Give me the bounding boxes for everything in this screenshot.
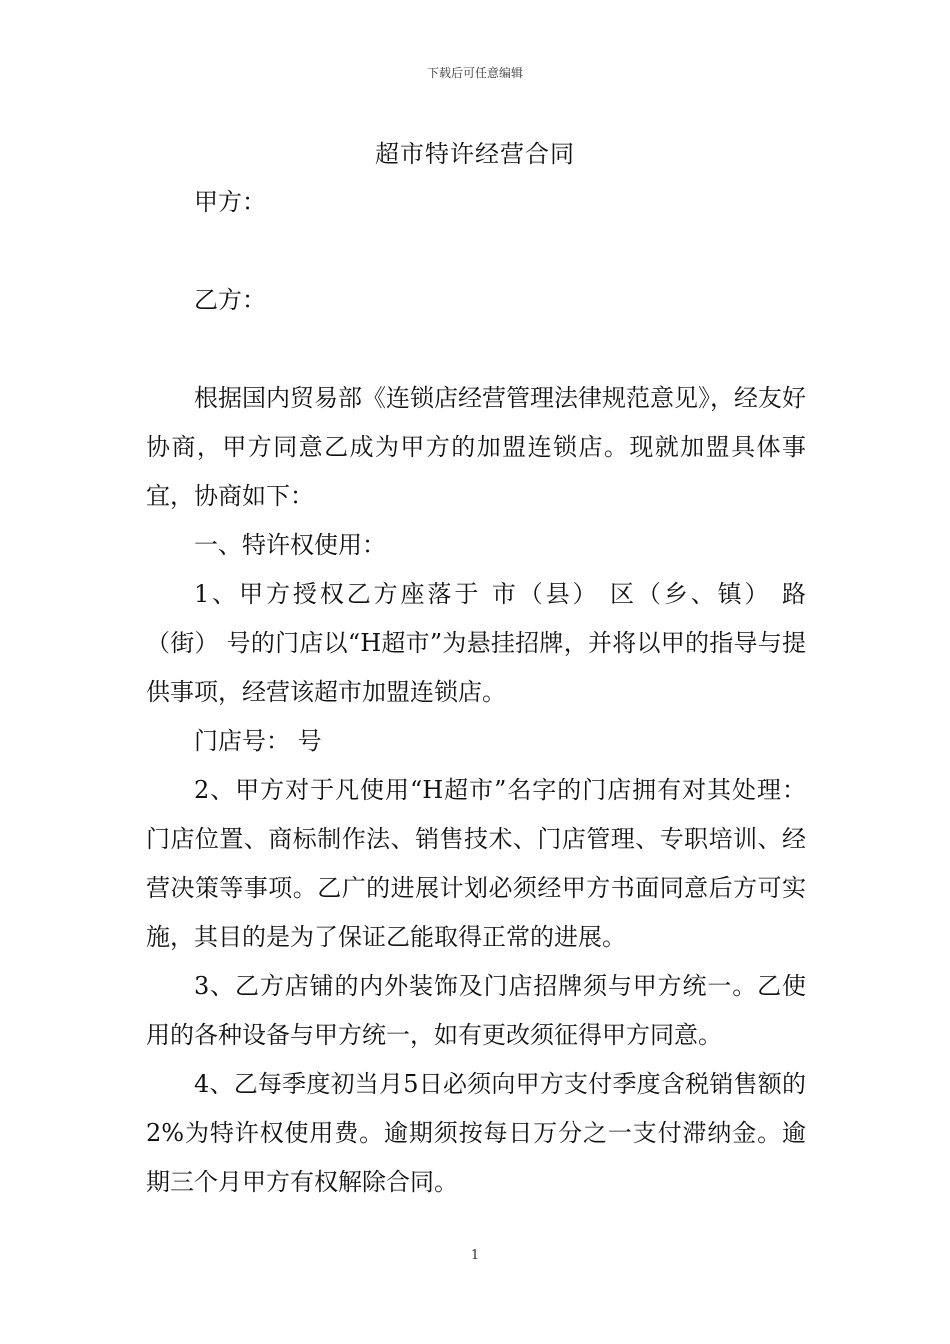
party-a-label: 甲方：	[194, 188, 266, 216]
page-number: 1	[470, 1248, 480, 1263]
store-number-line: 门店号： 号	[194, 727, 322, 755]
clause-2: 2、甲方对于凡使用“H超市”名字的门店拥有对其处理：门店位置、商标制作法、销售技术、门店管理、专职培训、经营决策等事项。乙广的进展计划必须经甲方书面同意后方可实施，其目的是为了保证乙能取得正常的进展。	[146, 776, 806, 951]
clause-1: 1、甲方授权乙方座落于 市（县） 区（乡、镇） 路（街） 号的门店以“H超市”为悬挂招牌，并将以甲的指导与提供事项，经营该超市加盟连锁店。	[146, 580, 806, 706]
page-header-note: 下载后可任意编辑	[426, 66, 523, 80]
party-a-block	[146, 178, 806, 227]
paragraph-preamble: 根据国内贸易部《连锁店经营管理法律规范意见》，经友好协商，甲方同意乙成为甲方的加盟连锁店。现就加盟具体事宜，协商如下：	[146, 384, 806, 510]
contract-body	[146, 374, 806, 1207]
section-heading-franchise-use: 一、特许权使用：	[194, 531, 386, 559]
party-b-block	[146, 276, 806, 325]
document-title: 超市特许经营合同	[375, 140, 575, 168]
clause-3: 3、乙方店铺的内外装饰及门店招牌须与甲方统一。乙使用的各种设备与甲方统一，如有更改须征得甲方同意。	[146, 972, 806, 1049]
clause-4: 4、乙每季度初当月5日必须向甲方支付季度含税销售额的2%为特许权使用费。逾期须按每日万分之一支付滞纳金。逾期三个月甲方有权解除合同。	[146, 1070, 806, 1196]
party-b-label: 乙方：	[194, 286, 266, 314]
